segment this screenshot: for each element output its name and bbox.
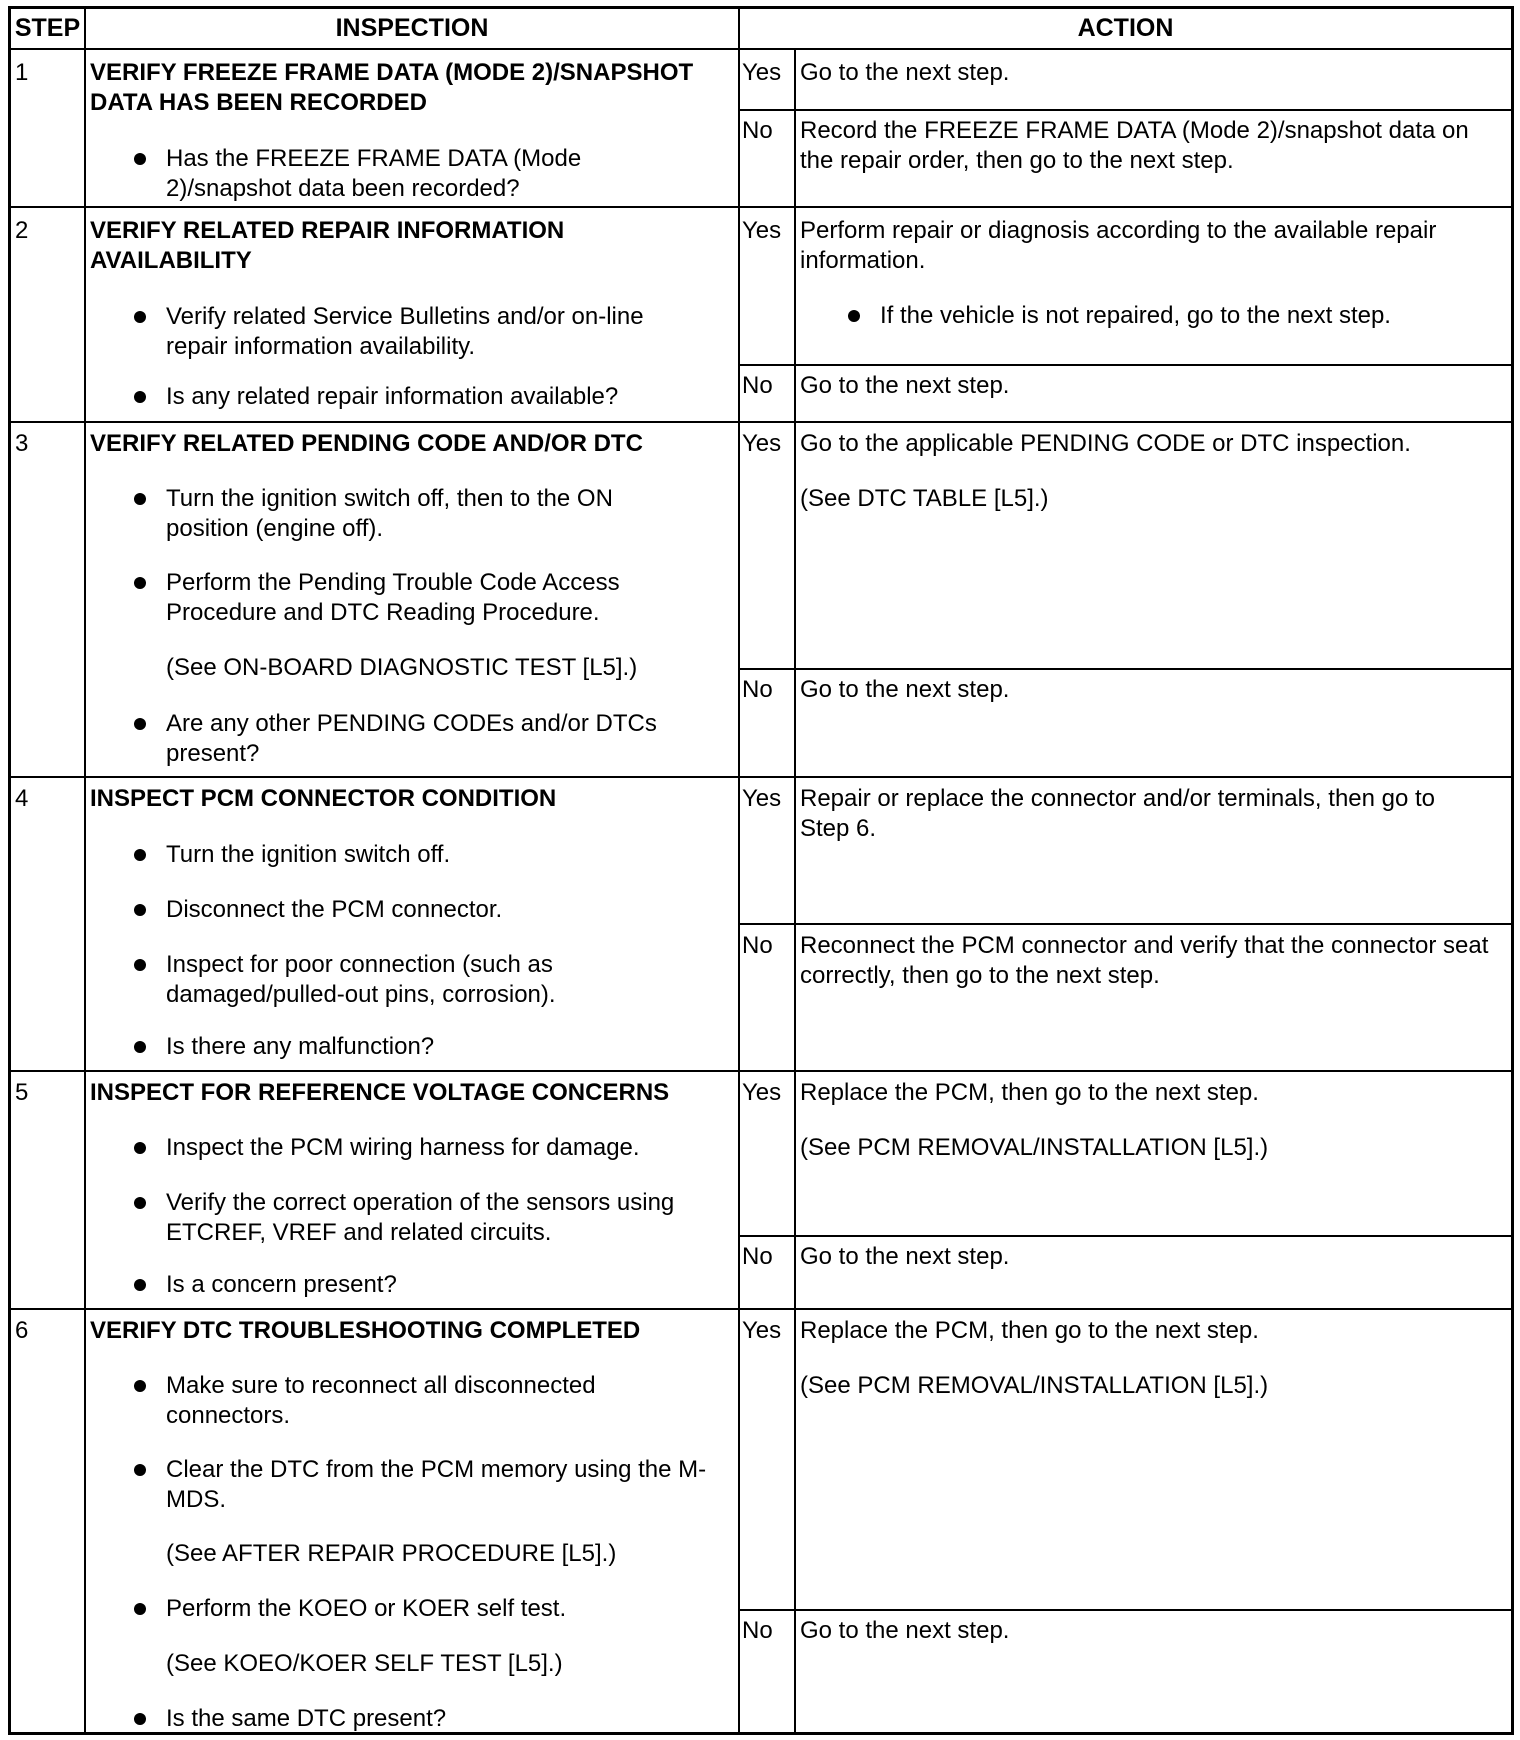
yes-action: Go to the applicable PENDING CODE or DTC inspection. [800,430,1411,457]
inspection-bullet: Turn the ignition switch off. [166,840,726,870]
step-title: VERIFY RELATED PENDING CODE AND/OR DTC [90,430,643,457]
inspection-bullet: Verify related Service Bulletins and/or on-line repair information availability. [166,302,706,362]
yes-label: Yes [742,217,782,244]
step-title: INSPECT FOR REFERENCE VOLTAGE CONCERNS [90,1079,670,1106]
yes-action-reference: (See PCM REMOVAL/INSTALLATION [L5].) [800,1134,1269,1161]
step-number: 2 [15,217,29,244]
step-number: 1 [15,59,29,86]
inspection-reference: (See ON-BOARD DIAGNOSTIC TEST [L5].) [166,654,638,681]
row-rule-5 [11,1308,1511,1310]
inspection-bullet: Inspect the PCM wiring harness for damage. [166,1133,726,1163]
no-action: Record the FREEZE FRAME DATA (Mode 2)/snapshot data on the repair order, then go to the next step. [800,117,1469,174]
yes-action: Replace the PCM, then go to the next step. [800,1317,1259,1344]
yesno-split-6 [738,1609,1511,1611]
inspection-reference: (See KOEO/KOER SELF TEST [L5].) [166,1650,563,1677]
yes-action: Perform repair or diagnosis according to the available repair information. [800,217,1437,274]
inspection-bullet: Are any other PENDING CODEs and/or DTCs present? [166,709,706,769]
no-label: No [742,1243,773,1270]
step-title: VERIFY DTC TROUBLESHOOTING COMPLETED [90,1317,641,1344]
no-action: Go to the next step. [800,676,1010,703]
yesno-split-1 [738,109,1511,111]
yes-action-reference: (See DTC TABLE [L5].) [800,485,1049,512]
row-rule-1 [11,206,1511,208]
no-label: No [742,1617,773,1644]
inspection-column-rule [794,48,796,1732]
inspection-bullet: Make sure to reconnect all disconnected connectors. [166,1371,646,1431]
yes-label: Yes [742,1317,782,1344]
step-title: VERIFY RELATED REPAIR INFORMATION AVAILABILITY [90,217,565,274]
inspection-bullet: Turn the ignition switch off, then to the ON position (engine off). [166,484,666,544]
inspection-bullet: Is the same DTC present? [166,1704,726,1734]
step-number: 3 [15,430,29,457]
inspection-bullet: Inspect for poor connection (such as damaged/pulled-out pins, corrosion). [166,950,646,1010]
no-action: Reconnect the PCM connector and verify that the connector seat correctly, then go to the next step. [800,932,1489,989]
inspection-bullet: Perform the Pending Trouble Code Access Procedure and DTC Reading Procedure. [166,568,666,628]
yes-action: Replace the PCM, then go to the next step. [800,1079,1259,1106]
no-label: No [742,372,773,399]
inspection-bullet: Clear the DTC from the PCM memory using the M-MDS. [166,1455,726,1515]
yesno-split-5 [738,1235,1511,1237]
step-title: VERIFY FREEZE FRAME DATA (MODE 2)/SNAPSHOT DATA HAS BEEN RECORDED [90,59,694,116]
yes-label: Yes [742,785,782,812]
inspection-bullet: Is there any malfunction? [166,1032,726,1062]
step-title: INSPECT PCM CONNECTOR CONDITION [90,785,557,812]
header-action: ACTION [1077,14,1174,42]
no-action: Go to the next step. [800,1243,1010,1270]
inspection-bullet: Perform the KOEO or KOER self test. [166,1594,726,1624]
yes-label: Yes [742,59,782,86]
no-label: No [742,932,773,959]
action-bullet: If the vehicle is not repaired, go to the next step. [880,301,1505,331]
inspection-bullet: Is any related repair information available? [166,382,726,412]
yes-action: Go to the next step. [800,59,1010,86]
inspection-bullet: Is a concern present? [166,1270,726,1300]
yes-action: Repair or replace the connector and/or terminals, then go to Step 6. [800,785,1436,842]
step-number: 4 [15,785,29,812]
inspection-reference: (See AFTER REPAIR PROCEDURE [L5].) [166,1540,617,1567]
header-rule [11,48,1511,50]
yes-action-reference: (See PCM REMOVAL/INSTALLATION [L5].) [800,1372,1269,1399]
step-column-rule [84,9,86,1732]
diagnostic-table [8,6,1514,1735]
row-rule-3 [11,776,1511,778]
no-label: No [742,117,773,144]
step-number: 6 [15,1317,29,1344]
inspection-bullet: Disconnect the PCM connector. [166,895,726,925]
yesno-split-3 [738,668,1511,670]
yesno-column-rule [738,9,740,1732]
yes-label: Yes [742,1079,782,1106]
yesno-split-2 [738,364,1511,366]
no-action: Go to the next step. [800,1617,1010,1644]
inspection-bullet: Verify the correct operation of the sensors using ETCREF, VREF and related circuits. [166,1188,726,1248]
yesno-split-4 [738,923,1511,925]
inspection-bullet: Has the FREEZE FRAME DATA (Mode 2)/snapshot data been recorded? [166,144,646,204]
yes-label: Yes [742,430,782,457]
row-rule-2 [11,421,1511,423]
no-label: No [742,676,773,703]
header-step: STEP [14,14,81,42]
row-rule-4 [11,1070,1511,1072]
header-inspection: INSPECTION [335,14,489,42]
step-number: 5 [15,1079,29,1106]
no-action: Go to the next step. [800,372,1010,399]
